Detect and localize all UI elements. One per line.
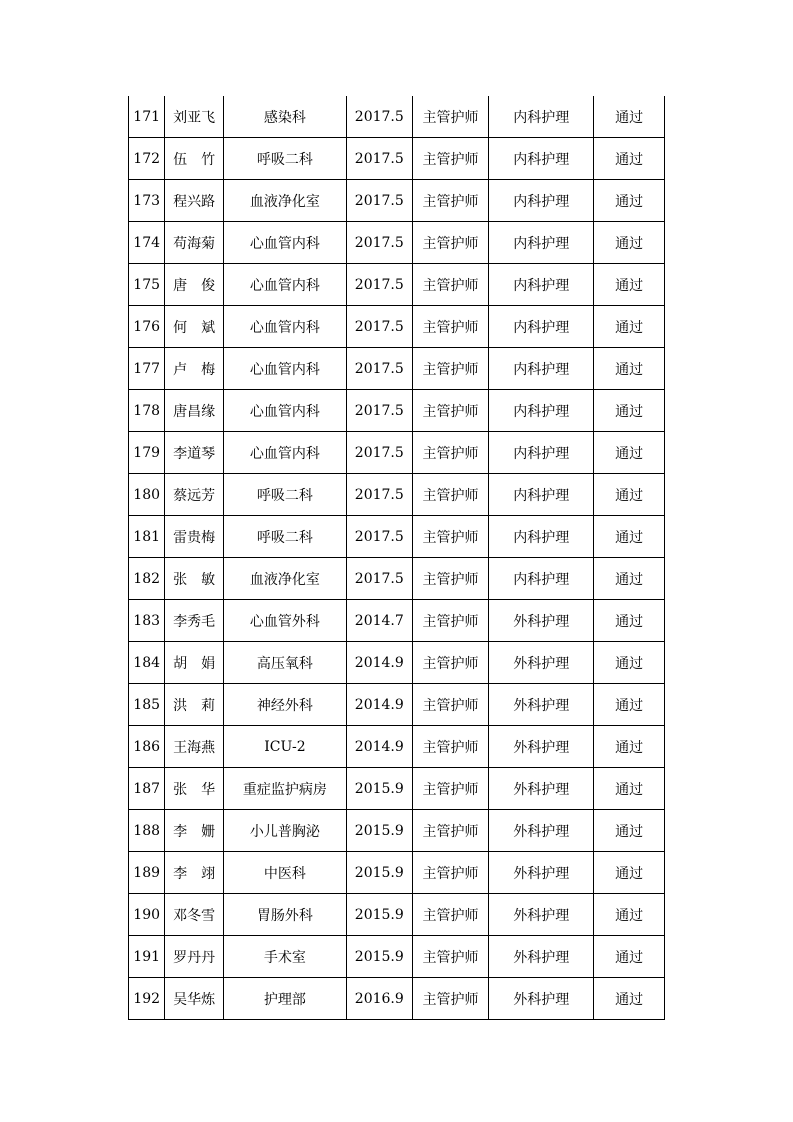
row-number-cell: 171 bbox=[129, 96, 165, 138]
row-number-cell: 186 bbox=[129, 726, 165, 768]
department-cell: 心血管内科 bbox=[223, 390, 346, 432]
result-cell: 通过 bbox=[594, 852, 665, 894]
result-cell: 通过 bbox=[594, 936, 665, 978]
table-row bbox=[129, 180, 665, 222]
result-cell: 通过 bbox=[594, 348, 665, 390]
row-number-cell: 178 bbox=[129, 390, 165, 432]
department-cell: 血液净化室 bbox=[223, 558, 346, 600]
table-row bbox=[129, 222, 665, 264]
result-cell: 通过 bbox=[594, 96, 665, 138]
row-number-cell: 177 bbox=[129, 348, 165, 390]
date-cell: 2017.5 bbox=[347, 264, 413, 306]
department-cell: 胃肠外科 bbox=[223, 894, 346, 936]
row-number-cell: 180 bbox=[129, 474, 165, 516]
name-cell: 雷贵梅 bbox=[165, 516, 224, 558]
department-cell: 护理部 bbox=[223, 978, 346, 1020]
name-cell: 蔡远芳 bbox=[165, 474, 224, 516]
table-row bbox=[129, 138, 665, 180]
result-cell: 通过 bbox=[594, 516, 665, 558]
date-cell: 2017.5 bbox=[347, 390, 413, 432]
name-cell: 刘亚飞 bbox=[165, 96, 224, 138]
date-cell: 2017.5 bbox=[347, 348, 413, 390]
specialty-cell: 外科护理 bbox=[489, 852, 594, 894]
row-number-cell: 183 bbox=[129, 600, 165, 642]
result-cell: 通过 bbox=[594, 432, 665, 474]
name-cell: 唐昌缘 bbox=[165, 390, 224, 432]
specialty-cell: 外科护理 bbox=[489, 684, 594, 726]
result-cell: 通过 bbox=[594, 474, 665, 516]
row-number-cell: 173 bbox=[129, 180, 165, 222]
specialty-cell: 内科护理 bbox=[489, 306, 594, 348]
name-cell: 伍 竹 bbox=[165, 138, 224, 180]
date-cell: 2017.5 bbox=[347, 306, 413, 348]
date-cell: 2015.9 bbox=[347, 894, 413, 936]
row-number-cell: 190 bbox=[129, 894, 165, 936]
specialty-cell: 外科护理 bbox=[489, 894, 594, 936]
result-cell: 通过 bbox=[594, 978, 665, 1020]
title-cell: 主管护师 bbox=[412, 936, 489, 978]
title-cell: 主管护师 bbox=[412, 684, 489, 726]
result-cell: 通过 bbox=[594, 684, 665, 726]
name-cell: 张 敏 bbox=[165, 558, 224, 600]
date-cell: 2015.9 bbox=[347, 810, 413, 852]
table-row bbox=[129, 726, 665, 768]
specialty-cell: 外科护理 bbox=[489, 768, 594, 810]
row-number-cell: 189 bbox=[129, 852, 165, 894]
specialty-cell: 内科护理 bbox=[489, 180, 594, 222]
table-row bbox=[129, 978, 665, 1020]
title-cell: 主管护师 bbox=[412, 852, 489, 894]
row-number-cell: 174 bbox=[129, 222, 165, 264]
table-row bbox=[129, 432, 665, 474]
department-cell: 重症监护病房 bbox=[223, 768, 346, 810]
title-cell: 主管护师 bbox=[412, 306, 489, 348]
table-row bbox=[129, 390, 665, 432]
result-cell: 通过 bbox=[594, 810, 665, 852]
title-cell: 主管护师 bbox=[412, 516, 489, 558]
department-cell: 神经外科 bbox=[223, 684, 346, 726]
result-cell: 通过 bbox=[594, 558, 665, 600]
name-cell: 李 翊 bbox=[165, 852, 224, 894]
specialty-cell: 内科护理 bbox=[489, 474, 594, 516]
row-number-cell: 181 bbox=[129, 516, 165, 558]
table-row bbox=[129, 264, 665, 306]
title-cell: 主管护师 bbox=[412, 264, 489, 306]
name-cell: 胡 娟 bbox=[165, 642, 224, 684]
date-cell: 2017.5 bbox=[347, 432, 413, 474]
name-cell: 卢 梅 bbox=[165, 348, 224, 390]
result-cell: 通过 bbox=[594, 768, 665, 810]
result-cell: 通过 bbox=[594, 306, 665, 348]
table-row bbox=[129, 474, 665, 516]
name-cell: 洪 莉 bbox=[165, 684, 224, 726]
specialty-cell: 外科护理 bbox=[489, 726, 594, 768]
result-cell: 通过 bbox=[594, 726, 665, 768]
title-cell: 主管护师 bbox=[412, 96, 489, 138]
specialty-cell: 内科护理 bbox=[489, 390, 594, 432]
result-cell: 通过 bbox=[594, 264, 665, 306]
date-cell: 2017.5 bbox=[347, 516, 413, 558]
department-cell: 中医科 bbox=[223, 852, 346, 894]
specialty-cell: 外科护理 bbox=[489, 978, 594, 1020]
date-cell: 2016.9 bbox=[347, 978, 413, 1020]
date-cell: 2017.5 bbox=[347, 96, 413, 138]
title-cell: 主管护师 bbox=[412, 390, 489, 432]
name-cell: 罗丹丹 bbox=[165, 936, 224, 978]
date-cell: 2014.9 bbox=[347, 726, 413, 768]
department-cell: 感染科 bbox=[223, 96, 346, 138]
title-cell: 主管护师 bbox=[412, 810, 489, 852]
specialty-cell: 内科护理 bbox=[489, 138, 594, 180]
date-cell: 2014.7 bbox=[347, 600, 413, 642]
name-cell: 唐 俊 bbox=[165, 264, 224, 306]
date-cell: 2017.5 bbox=[347, 180, 413, 222]
title-cell: 主管护师 bbox=[412, 978, 489, 1020]
roster-table bbox=[128, 96, 665, 1020]
department-cell: 心血管内科 bbox=[223, 306, 346, 348]
result-cell: 通过 bbox=[594, 138, 665, 180]
department-cell: 心血管内科 bbox=[223, 264, 346, 306]
result-cell: 通过 bbox=[594, 642, 665, 684]
row-number-cell: 175 bbox=[129, 264, 165, 306]
specialty-cell: 内科护理 bbox=[489, 516, 594, 558]
table-row bbox=[129, 96, 665, 138]
department-cell: 呼吸二科 bbox=[223, 474, 346, 516]
title-cell: 主管护师 bbox=[412, 642, 489, 684]
specialty-cell: 外科护理 bbox=[489, 936, 594, 978]
title-cell: 主管护师 bbox=[412, 138, 489, 180]
name-cell: 李秀毛 bbox=[165, 600, 224, 642]
name-cell: 何 斌 bbox=[165, 306, 224, 348]
name-cell: 王海燕 bbox=[165, 726, 224, 768]
specialty-cell: 外科护理 bbox=[489, 600, 594, 642]
row-number-cell: 172 bbox=[129, 138, 165, 180]
row-number-cell: 179 bbox=[129, 432, 165, 474]
department-cell: 心血管内科 bbox=[223, 432, 346, 474]
result-cell: 通过 bbox=[594, 894, 665, 936]
name-cell: 苟海菊 bbox=[165, 222, 224, 264]
department-cell: 小儿普胸泌 bbox=[223, 810, 346, 852]
department-cell: 呼吸二科 bbox=[223, 138, 346, 180]
table-row bbox=[129, 684, 665, 726]
specialty-cell: 内科护理 bbox=[489, 348, 594, 390]
date-cell: 2017.5 bbox=[347, 474, 413, 516]
title-cell: 主管护师 bbox=[412, 348, 489, 390]
row-number-cell: 185 bbox=[129, 684, 165, 726]
row-number-cell: 192 bbox=[129, 978, 165, 1020]
table-row bbox=[129, 768, 665, 810]
title-cell: 主管护师 bbox=[412, 558, 489, 600]
table-row bbox=[129, 810, 665, 852]
table-row bbox=[129, 600, 665, 642]
title-cell: 主管护师 bbox=[412, 894, 489, 936]
specialty-cell: 内科护理 bbox=[489, 222, 594, 264]
title-cell: 主管护师 bbox=[412, 600, 489, 642]
specialty-cell: 内科护理 bbox=[489, 558, 594, 600]
table-row bbox=[129, 642, 665, 684]
table-row bbox=[129, 348, 665, 390]
name-cell: 吴华炼 bbox=[165, 978, 224, 1020]
department-cell: ICU-2 bbox=[223, 726, 346, 768]
date-cell: 2015.9 bbox=[347, 936, 413, 978]
department-cell: 心血管内科 bbox=[223, 348, 346, 390]
name-cell: 邓冬雪 bbox=[165, 894, 224, 936]
specialty-cell: 内科护理 bbox=[489, 96, 594, 138]
name-cell: 李 姗 bbox=[165, 810, 224, 852]
row-number-cell: 187 bbox=[129, 768, 165, 810]
department-cell: 心血管内科 bbox=[223, 222, 346, 264]
title-cell: 主管护师 bbox=[412, 474, 489, 516]
date-cell: 2015.9 bbox=[347, 852, 413, 894]
date-cell: 2014.9 bbox=[347, 684, 413, 726]
specialty-cell: 内科护理 bbox=[489, 264, 594, 306]
table-row bbox=[129, 306, 665, 348]
result-cell: 通过 bbox=[594, 180, 665, 222]
table-row bbox=[129, 936, 665, 978]
result-cell: 通过 bbox=[594, 600, 665, 642]
table-row bbox=[129, 558, 665, 600]
department-cell: 呼吸二科 bbox=[223, 516, 346, 558]
name-cell: 程兴路 bbox=[165, 180, 224, 222]
department-cell: 手术室 bbox=[223, 936, 346, 978]
title-cell: 主管护师 bbox=[412, 726, 489, 768]
date-cell: 2017.5 bbox=[347, 138, 413, 180]
department-cell: 高压氧科 bbox=[223, 642, 346, 684]
date-cell: 2014.9 bbox=[347, 642, 413, 684]
row-number-cell: 182 bbox=[129, 558, 165, 600]
row-number-cell: 184 bbox=[129, 642, 165, 684]
department-cell: 血液净化室 bbox=[223, 180, 346, 222]
specialty-cell: 外科护理 bbox=[489, 810, 594, 852]
title-cell: 主管护师 bbox=[412, 432, 489, 474]
title-cell: 主管护师 bbox=[412, 180, 489, 222]
table-row bbox=[129, 516, 665, 558]
result-cell: 通过 bbox=[594, 390, 665, 432]
table-row bbox=[129, 852, 665, 894]
name-cell: 张 华 bbox=[165, 768, 224, 810]
title-cell: 主管护师 bbox=[412, 768, 489, 810]
row-number-cell: 176 bbox=[129, 306, 165, 348]
date-cell: 2015.9 bbox=[347, 768, 413, 810]
title-cell: 主管护师 bbox=[412, 222, 489, 264]
name-cell: 李道琴 bbox=[165, 432, 224, 474]
table-row bbox=[129, 894, 665, 936]
row-number-cell: 188 bbox=[129, 810, 165, 852]
result-cell: 通过 bbox=[594, 222, 665, 264]
roster-body bbox=[129, 96, 665, 1020]
specialty-cell: 内科护理 bbox=[489, 432, 594, 474]
date-cell: 2017.5 bbox=[347, 222, 413, 264]
specialty-cell: 外科护理 bbox=[489, 642, 594, 684]
row-number-cell: 191 bbox=[129, 936, 165, 978]
department-cell: 心血管外科 bbox=[223, 600, 346, 642]
date-cell: 2017.5 bbox=[347, 558, 413, 600]
